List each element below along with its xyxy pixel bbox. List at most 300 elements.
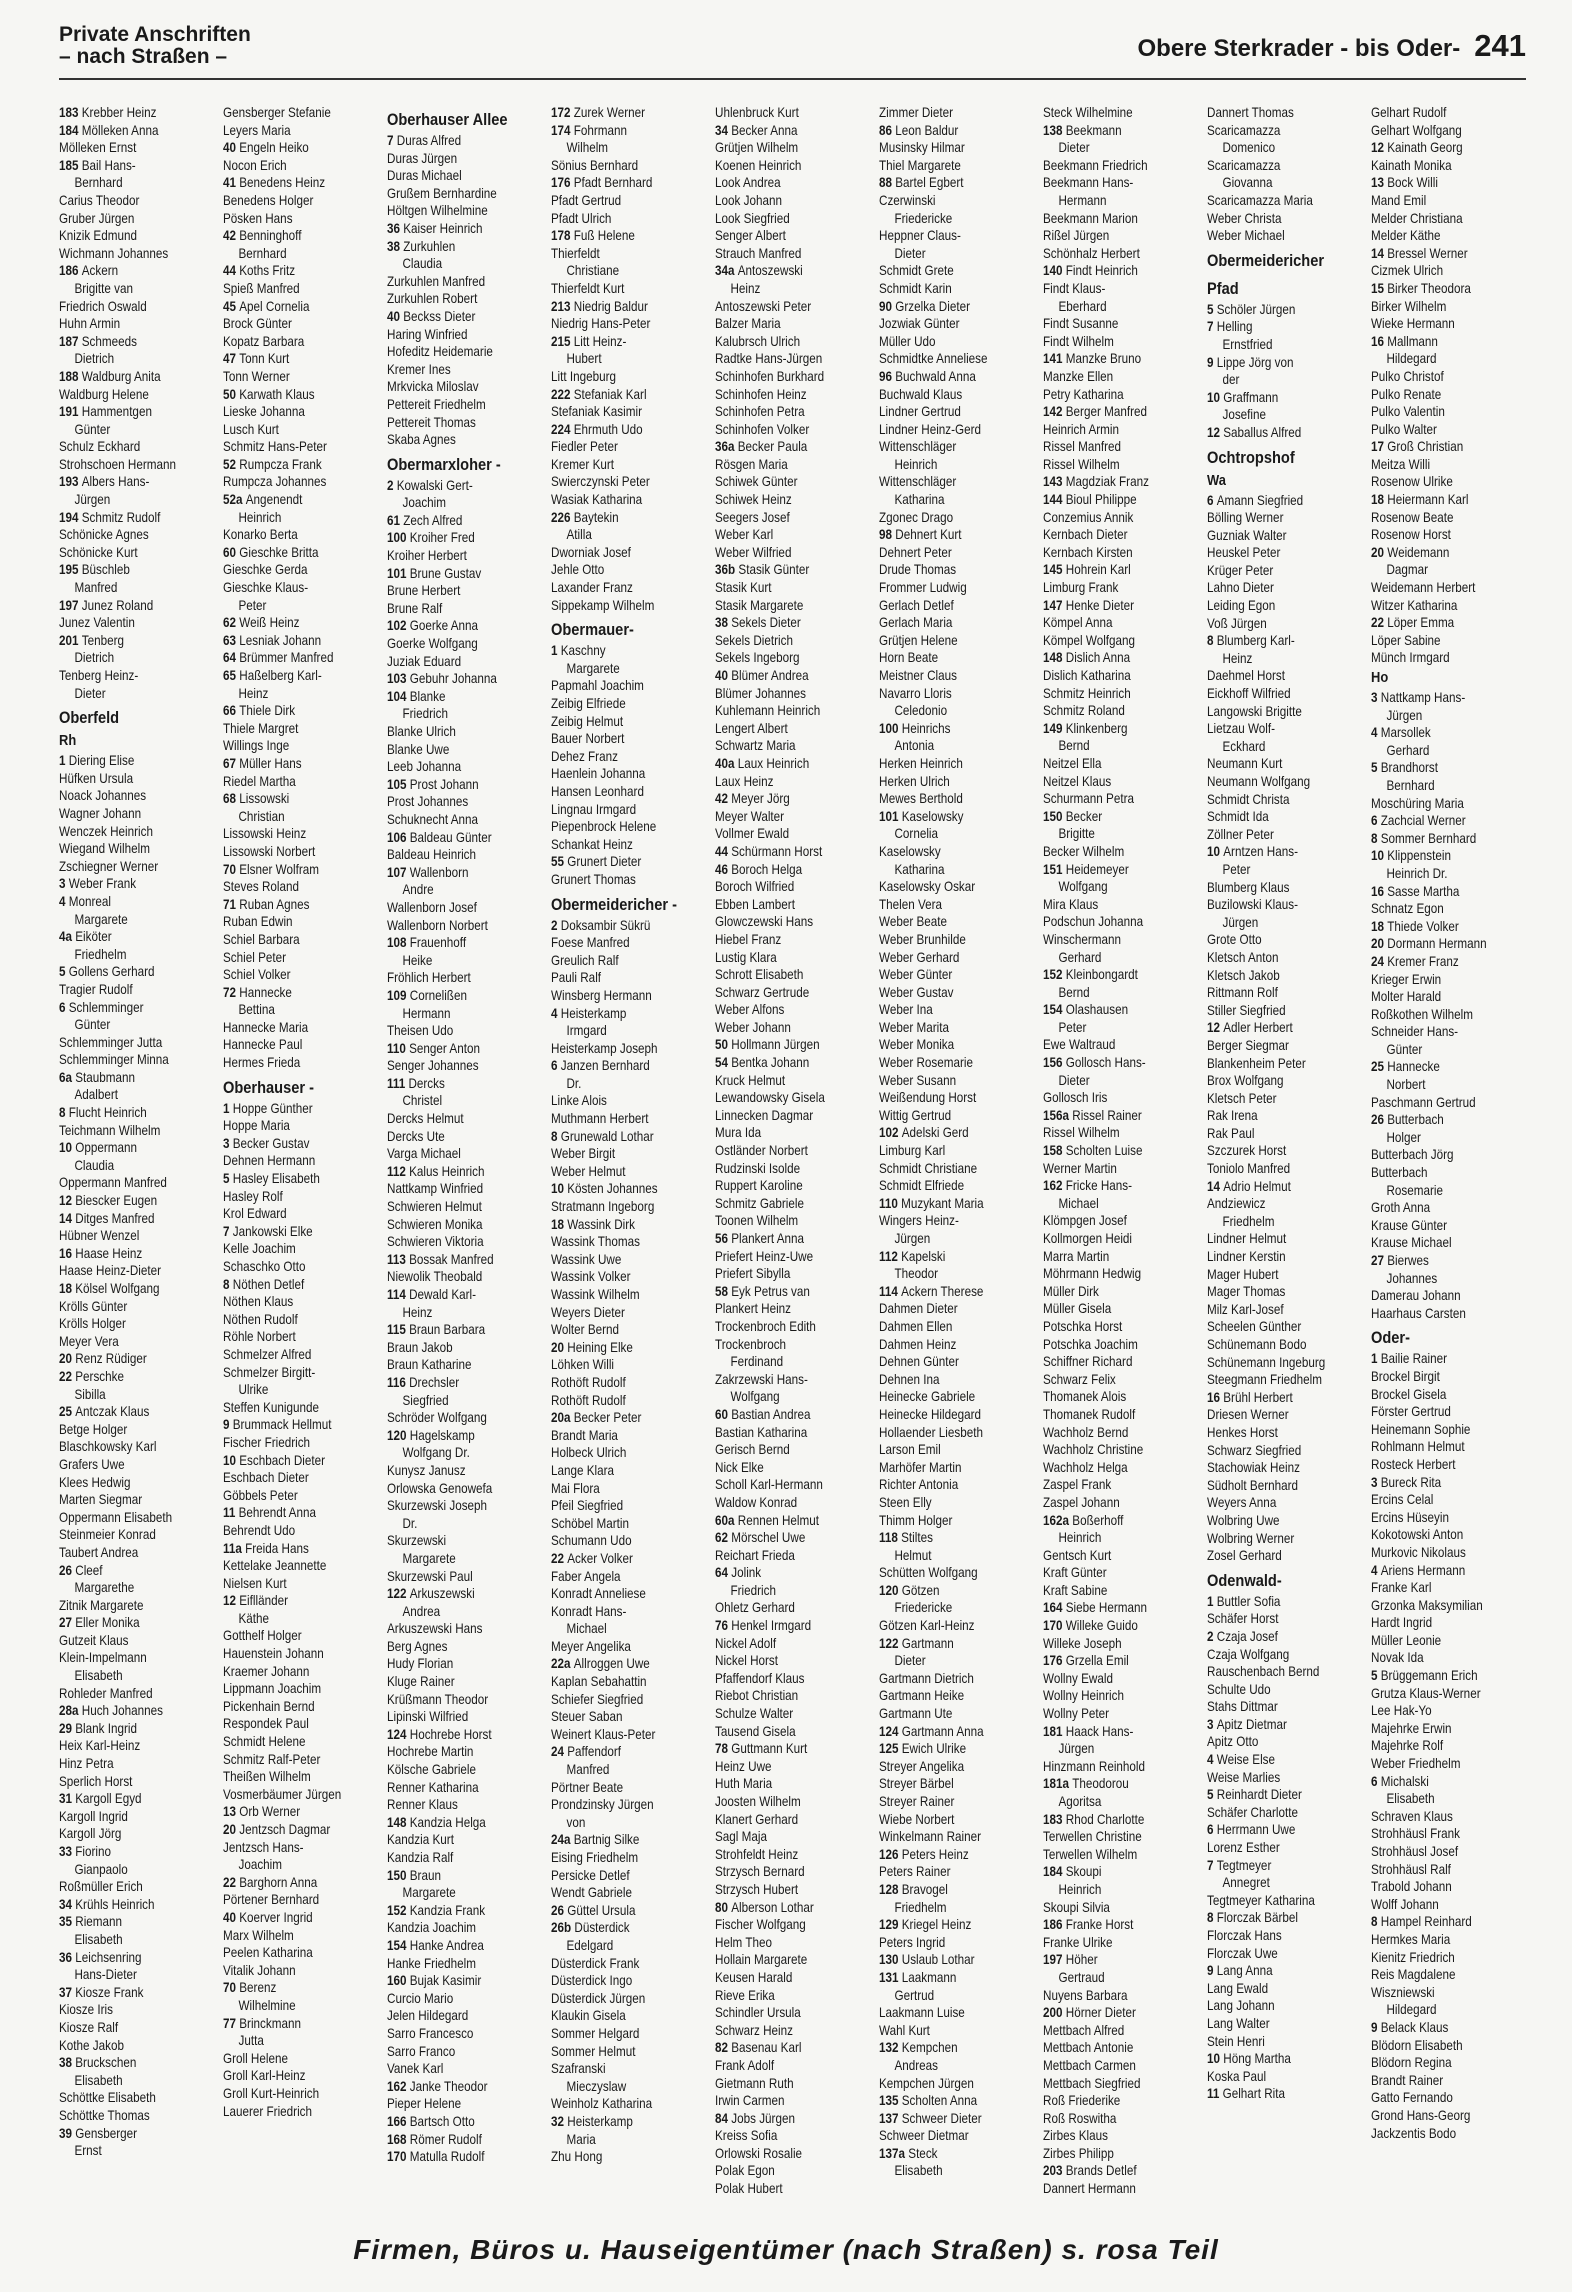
resident-entry: Heinz Uwe bbox=[715, 1758, 772, 1774]
resident-entry: Dercks Helmut bbox=[387, 1111, 464, 1127]
resident-entry: Czerwinski bbox=[879, 192, 936, 208]
resident-entry: Gruber Jürgen bbox=[59, 210, 135, 226]
resident-entry: Jelen Hildegard bbox=[387, 2008, 469, 2024]
resident-entry: Senger Johannes bbox=[387, 1058, 479, 1074]
house-number: 135 bbox=[879, 2093, 902, 2109]
resident-entry: 18 Heiermann Karl bbox=[1371, 492, 1469, 508]
resident-entry: Strohhäusl Ralf bbox=[1371, 1861, 1451, 1877]
resident-entry: Mettbach Alfred bbox=[1043, 2022, 1125, 2038]
house-number: 145 bbox=[1043, 562, 1066, 578]
resident-entry: Mai Flora bbox=[551, 1480, 600, 1496]
resident-entry: 162 Fricke Hans- bbox=[1043, 1178, 1133, 1194]
resident-entry: Linke Alois bbox=[551, 1093, 607, 1109]
resident-entry: Mettbach Carmen bbox=[1043, 2057, 1136, 2073]
resident-entry: 132 Kempchen bbox=[879, 2040, 958, 2056]
directory-column bbox=[59, 104, 221, 2160]
house-number: 6 bbox=[1207, 1822, 1217, 1838]
entry-continuation: Heinrich Dr. bbox=[1386, 865, 1448, 881]
resident-entry: Schiffner Richard bbox=[1043, 1354, 1133, 1370]
house-number: 102 bbox=[387, 618, 410, 634]
district-code: Ho bbox=[1371, 669, 1389, 686]
resident-entry: Nocon Erich bbox=[223, 157, 287, 173]
resident-entry: Frommer Ludwig bbox=[879, 580, 967, 596]
resident-entry: 11 Behrendt Anna bbox=[223, 1505, 316, 1521]
house-number: 35 bbox=[59, 1914, 76, 1930]
resident-entry: Plankert Heinz bbox=[715, 1301, 792, 1317]
house-number: 10 bbox=[1207, 2051, 1224, 2067]
page-number: 241 bbox=[1474, 28, 1526, 63]
resident-entry: 1 Bailie Rainer bbox=[1371, 1351, 1448, 1367]
resident-entry: 46 Boroch Helga bbox=[715, 861, 803, 877]
resident-entry: Lengert Albert bbox=[715, 720, 788, 736]
house-number: 4 bbox=[1371, 725, 1381, 741]
resident-entry: Schiel Peter bbox=[223, 949, 287, 965]
resident-entry: 164 Siebe Hermann bbox=[1043, 1600, 1147, 1616]
resident-entry: Kelle Joachim bbox=[223, 1241, 296, 1257]
resident-entry: Hüfken Ursula bbox=[59, 770, 134, 786]
resident-entry: Braun Katharine bbox=[387, 1357, 472, 1373]
resident-entry: 6 Amann Siegfried bbox=[1207, 492, 1304, 508]
house-number: 10 bbox=[223, 1452, 240, 1468]
house-number: 61 bbox=[387, 512, 404, 528]
resident-entry: 40 Koerver Ingrid bbox=[223, 1909, 313, 1925]
entry-continuation: Claudia bbox=[74, 1157, 115, 1173]
house-number: 224 bbox=[551, 421, 574, 437]
resident-entry: 6 Janzen Bernhard bbox=[551, 1058, 650, 1074]
resident-entry: Wachholz Bernd bbox=[1043, 1424, 1129, 1440]
resident-entry: 20 Weidemann bbox=[1371, 544, 1450, 560]
resident-entry: Wollny Ewald bbox=[1043, 1670, 1113, 1686]
entry-continuation: Ernstfried bbox=[1222, 336, 1273, 352]
resident-entry: 20 Renz Rüdiger bbox=[59, 1351, 147, 1367]
entry-continuation: Maria bbox=[566, 2131, 596, 2147]
resident-entry: Schmitz Roland bbox=[1043, 703, 1125, 719]
resident-entry: Duras Jürgen bbox=[387, 150, 458, 166]
resident-entry: 63 Lesniak Johann bbox=[223, 632, 322, 648]
resident-entry: Groll Helene bbox=[223, 2050, 288, 2066]
house-number: 26 bbox=[551, 1902, 568, 1918]
resident-entry: Weber Gustav bbox=[879, 984, 954, 1000]
resident-entry: Schrott Elisabeth bbox=[715, 967, 804, 983]
resident-entry: Noack Johannes bbox=[59, 788, 147, 804]
house-number: 160 bbox=[387, 1973, 410, 1989]
resident-entry: 62 Mörschel Uwe bbox=[715, 1530, 806, 1546]
resident-entry: Groth Anna bbox=[1371, 1200, 1431, 1216]
resident-entry: Brock Günter bbox=[223, 316, 292, 332]
entry-continuation: Gerhard bbox=[1058, 949, 1102, 965]
resident-entry: 10 Graffmann bbox=[1207, 389, 1279, 405]
resident-entry: 16 Haase Heinz bbox=[59, 1245, 143, 1261]
resident-entry: Huhn Armin bbox=[59, 316, 121, 332]
resident-entry: Witzer Katharina bbox=[1371, 597, 1458, 613]
resident-entry: Manzke Ellen bbox=[1043, 368, 1114, 384]
resident-entry: 90 Grzelka Dieter bbox=[879, 298, 970, 314]
resident-entry: 137 Schweer Dieter bbox=[879, 2110, 982, 2126]
resident-entry: Schiwek Heinz bbox=[715, 492, 792, 508]
resident-entry: Fiedler Peter bbox=[551, 439, 618, 455]
resident-entry: Lang Ewald bbox=[1207, 1980, 1269, 1996]
resident-entry: Kandzia Ralf bbox=[387, 1850, 454, 1865]
resident-entry: 114 Dewald Karl- bbox=[387, 1287, 477, 1302]
resident-entry: 37 Kiosze Frank bbox=[59, 1984, 144, 2000]
resident-entry: Schuknecht Anna bbox=[387, 811, 478, 827]
house-number: 150 bbox=[1043, 808, 1066, 824]
house-number: 8 bbox=[1371, 830, 1381, 846]
resident-entry: Brockel Birgit bbox=[1371, 1368, 1440, 1384]
resident-entry: Pettereit Thomas bbox=[387, 414, 476, 430]
resident-entry: Gelhart Rudolf bbox=[1371, 105, 1447, 120]
resident-entry: Schünemann Bodo bbox=[1207, 1337, 1307, 1352]
house-number: 16 bbox=[1371, 883, 1388, 899]
resident-entry: 122 Arkuszewski bbox=[387, 1586, 475, 1602]
entry-continuation: Siegfried bbox=[402, 1392, 449, 1408]
street-heading: Pfad bbox=[1207, 278, 1239, 298]
house-number: 101 bbox=[879, 808, 902, 824]
resident-entry: Roß Roswitha bbox=[1043, 2110, 1117, 2126]
resident-entry: 2 Kowalski Gert- bbox=[387, 477, 473, 493]
resident-entry: Weber Brunhilde bbox=[879, 931, 966, 947]
entry-continuation: Gertraud bbox=[1058, 1969, 1105, 1985]
resident-entry: Müller Leonie bbox=[1371, 1632, 1442, 1648]
resident-entry: 1 Kaschny bbox=[551, 643, 606, 659]
resident-entry: 9 Lippe Jörg von bbox=[1207, 354, 1294, 370]
resident-entry: Rösgen Maria bbox=[715, 456, 788, 472]
resident-entry: Becker Wilhelm bbox=[1043, 843, 1125, 859]
resident-entry: Werner Martin bbox=[1043, 1160, 1117, 1176]
resident-entry: Schmidt Helene bbox=[223, 1734, 306, 1750]
house-number: 62 bbox=[223, 615, 240, 631]
entry-continuation: Dieter bbox=[74, 685, 106, 701]
resident-entry: 185 Bail Hans- bbox=[59, 157, 136, 173]
resident-entry: 20 Jentzsch Dagmar bbox=[223, 1822, 331, 1837]
resident-entry: 7 Duras Alfred bbox=[387, 133, 462, 148]
house-number: 25 bbox=[59, 1404, 76, 1420]
resident-entry: 194 Schmitz Rudolf bbox=[59, 509, 161, 525]
house-number: 151 bbox=[1043, 861, 1066, 877]
resident-entry: 88 Bartel Egbert bbox=[879, 175, 964, 191]
resident-entry: Balzer Maria bbox=[715, 316, 781, 332]
house-number: 36 bbox=[59, 1949, 76, 1965]
resident-entry: Apitz Otto bbox=[1207, 1734, 1259, 1750]
resident-entry: Mura Ida bbox=[715, 1125, 762, 1141]
entry-continuation: Sibilla bbox=[74, 1386, 106, 1402]
house-number: 126 bbox=[879, 1846, 902, 1862]
resident-entry: Pfadt Ulrich bbox=[551, 210, 612, 226]
resident-entry: 34 Krühls Heinrich bbox=[59, 1896, 155, 1912]
resident-entry: Stahs Dittmar bbox=[1207, 1699, 1278, 1715]
house-number: 26 bbox=[1371, 1112, 1388, 1128]
resident-entry: Kettelake Jeannette bbox=[223, 1558, 327, 1574]
resident-entry: Baldeau Heinrich bbox=[387, 847, 477, 863]
resident-entry: Braun Jakob bbox=[387, 1339, 453, 1355]
directory-column bbox=[1043, 104, 1205, 2198]
entry-continuation: Antonia bbox=[894, 738, 935, 754]
resident-entry: Priefert Sibylla bbox=[715, 1266, 791, 1282]
resident-entry: Roßkothen Wilhelm bbox=[1371, 1006, 1474, 1022]
resident-entry: Wasiak Katharina bbox=[551, 492, 643, 508]
resident-entry: Thierfeldt Kurt bbox=[551, 280, 625, 296]
resident-entry: Strohhäusl Frank bbox=[1371, 1826, 1461, 1842]
entry-continuation: Jutta bbox=[238, 2033, 264, 2049]
resident-entry: Knizik Edmund bbox=[59, 228, 137, 244]
page-footer-note: Firmen, Büros u. Hauseigentümer (nach Straßen) s. rosa Teil bbox=[353, 2234, 1219, 2265]
resident-entry: Krause Michael bbox=[1371, 1235, 1452, 1251]
house-number: 185 bbox=[59, 157, 82, 173]
resident-entry: Dehnen Ina bbox=[879, 1371, 940, 1387]
resident-entry: Irwin Carmen bbox=[715, 2093, 785, 2109]
resident-entry: Weber Ina bbox=[879, 1002, 933, 1018]
resident-entry: Schinhofen Heinz bbox=[715, 386, 807, 402]
resident-entry: 58 Eyk Petrus van bbox=[715, 1283, 810, 1299]
resident-entry: Pettereit Friedhelm bbox=[387, 396, 486, 412]
entry-continuation: Domenico bbox=[1222, 140, 1276, 156]
resident-entry: 138 Beekmann bbox=[1043, 122, 1122, 138]
resident-entry: Mager Thomas bbox=[1207, 1284, 1286, 1300]
house-number: 213 bbox=[551, 298, 574, 314]
resident-entry: Helm Theo bbox=[715, 1934, 772, 1950]
house-number: 46 bbox=[715, 861, 732, 877]
resident-entry: 34a Antoszewski bbox=[715, 263, 803, 279]
house-number: 149 bbox=[1043, 720, 1066, 736]
resident-entry: Weber Susann bbox=[879, 1072, 957, 1088]
resident-entry: Kluge Rainer bbox=[387, 1674, 455, 1690]
resident-entry: Peelen Katharina bbox=[223, 1945, 313, 1961]
resident-entry: 6 Zachcial Werner bbox=[1371, 813, 1466, 829]
resident-entry: Marhöfer Martin bbox=[879, 1459, 962, 1475]
resident-entry: Steffen Kunigunde bbox=[223, 1399, 319, 1415]
resident-entry: Wolff Johann bbox=[1371, 1896, 1439, 1912]
resident-entry: 107 Wallenborn bbox=[387, 864, 469, 880]
house-number: 102 bbox=[879, 1125, 902, 1141]
resident-entry: Kiosze Ralf bbox=[59, 2019, 119, 2035]
house-number: 103 bbox=[387, 671, 410, 687]
resident-entry: Weber Gerhard bbox=[879, 949, 960, 965]
resident-entry: Grütjen Wilhelm bbox=[715, 140, 799, 156]
resident-entry: Blumberg Klaus bbox=[1207, 879, 1290, 895]
resident-entry: Grunert Thomas bbox=[551, 871, 636, 887]
resident-entry: Krölls Holger bbox=[59, 1316, 126, 1332]
resident-entry: Klaukin Gisela bbox=[551, 2008, 626, 2024]
resident-entry: Radtke Hans-Jürgen bbox=[715, 351, 823, 367]
house-number: 70 bbox=[223, 1980, 240, 1996]
resident-entry: Greulich Ralf bbox=[551, 952, 619, 968]
resident-entry: Buzilowski Klaus- bbox=[1207, 897, 1298, 913]
resident-entry: Laux Heinz bbox=[715, 773, 774, 789]
resident-entry: Look Andrea bbox=[715, 175, 781, 191]
resident-entry: Kraft Sabine bbox=[1043, 1582, 1108, 1598]
house-number: 118 bbox=[879, 1530, 902, 1546]
house-number: 67 bbox=[223, 755, 240, 771]
house-number: 10 bbox=[1207, 844, 1224, 860]
resident-entry: Krüger Peter bbox=[1207, 562, 1274, 578]
house-number: 137 bbox=[879, 2110, 902, 2126]
house-number: 197 bbox=[1043, 1952, 1066, 1968]
resident-entry: Drude Thomas bbox=[879, 562, 957, 578]
resident-entry: 18 Kölsel Wolfgang bbox=[59, 1281, 160, 1296]
entry-continuation: Andrea bbox=[402, 1603, 441, 1619]
resident-entry: Hübner Wenzel bbox=[59, 1228, 140, 1244]
resident-entry: Zaspel Frank bbox=[1043, 1477, 1112, 1493]
house-number: 38 bbox=[715, 615, 732, 631]
resident-entry: Kruck Helmut bbox=[715, 1072, 786, 1088]
house-number: 34 bbox=[715, 122, 732, 138]
house-number: 109 bbox=[387, 987, 410, 1003]
resident-entry: Konradt Hans- bbox=[551, 1603, 627, 1619]
resident-entry: Gartmann Heike bbox=[879, 1688, 965, 1704]
directory-column bbox=[551, 104, 713, 2166]
resident-entry: 8 Flucht Heinrich bbox=[59, 1105, 147, 1121]
resident-entry: Rohleder Manfred bbox=[59, 1685, 153, 1701]
resident-entry: Schmitz Heinrich bbox=[1043, 685, 1131, 701]
house-number: 9 bbox=[223, 1417, 233, 1433]
resident-entry: 14 Bressel Werner bbox=[1371, 245, 1468, 261]
resident-entry: 122 Gartmann bbox=[879, 1635, 954, 1651]
resident-entry: Neitzel Ella bbox=[1043, 755, 1102, 771]
resident-entry: 27 Eller Monika bbox=[59, 1615, 140, 1631]
resident-entry: Neumann Kurt bbox=[1207, 756, 1283, 772]
entry-continuation: Hubert bbox=[566, 351, 602, 367]
resident-entry: Streyer Bärbel bbox=[879, 1776, 954, 1792]
resident-entry: Schmitz Gabriele bbox=[715, 1195, 805, 1211]
resident-entry: Heppner Claus- bbox=[879, 228, 961, 244]
resident-entry: Hauenstein Johann bbox=[223, 1646, 324, 1662]
resident-entry: 38 Zurkuhlen bbox=[387, 238, 456, 254]
entry-continuation: Heinz bbox=[730, 280, 761, 296]
resident-entry: 184 Skoupi bbox=[1043, 1864, 1102, 1880]
resident-entry: Hinz Petra bbox=[59, 1756, 114, 1772]
resident-entry: Strohschoen Hermann bbox=[59, 456, 176, 472]
resident-entry: Strzysch Hubert bbox=[715, 1881, 799, 1897]
resident-entry: 129 Kriegel Heinz bbox=[879, 1917, 972, 1933]
resident-entry: Dislich Katharina bbox=[1043, 668, 1131, 683]
resident-entry: Schiefer Siegfried bbox=[551, 1691, 644, 1707]
house-number: 176 bbox=[551, 175, 574, 191]
resident-entry: Hardt Ingrid bbox=[1371, 1615, 1433, 1631]
resident-entry: 72 Hannecke bbox=[223, 984, 292, 1000]
resident-entry: Konradt Anneliese bbox=[551, 1586, 646, 1602]
resident-entry: Stasik Margarete bbox=[715, 597, 804, 613]
entry-continuation: Margarete bbox=[566, 660, 620, 676]
house-number: 58 bbox=[715, 1283, 732, 1299]
resident-entry: Zeibig Elfriede bbox=[551, 696, 626, 711]
house-number: 9 bbox=[1371, 2019, 1381, 2035]
resident-entry: Voß Jürgen bbox=[1207, 615, 1267, 631]
resident-entry: Grafers Uwe bbox=[59, 1456, 125, 1472]
resident-entry: Heinrich Armin bbox=[1043, 421, 1120, 437]
resident-entry: Ohletz Gerhard bbox=[715, 1600, 795, 1616]
house-number: 28a bbox=[59, 1703, 82, 1719]
resident-entry: 6a Staubmann bbox=[59, 1069, 136, 1085]
directory-column bbox=[879, 104, 1041, 2180]
entry-continuation: Margarete bbox=[74, 911, 128, 927]
resident-entry: Leyers Maria bbox=[223, 122, 291, 138]
entry-continuation: Irmgard bbox=[566, 1023, 607, 1039]
resident-entry: Blankenheim Peter bbox=[1207, 1055, 1306, 1071]
resident-entry: 4 Heisterkamp bbox=[551, 1005, 627, 1021]
resident-entry: Koska Paul bbox=[1207, 2068, 1267, 2084]
house-number: 20 bbox=[223, 1822, 240, 1837]
resident-entry: Götzen Karl-Heinz bbox=[879, 1618, 975, 1634]
resident-entry: 12 Adler Herbert bbox=[1207, 1020, 1293, 1036]
resident-entry: Weber Helmut bbox=[551, 1163, 626, 1179]
resident-entry: 224 Ehrmuth Udo bbox=[551, 421, 643, 437]
house-number: 195 bbox=[59, 562, 82, 578]
resident-entry: 222 Stefaniak Karl bbox=[551, 386, 647, 402]
resident-entry: Brandt Maria bbox=[551, 1427, 618, 1443]
resident-entry: Kölsche Gabriele bbox=[387, 1762, 477, 1778]
entry-continuation: Wolfgang Dr. bbox=[402, 1445, 470, 1461]
resident-entry: 191 Hammentgen bbox=[59, 404, 152, 420]
resident-entry: Szczurek Horst bbox=[1207, 1143, 1287, 1159]
resident-entry: 24 Paffendorf bbox=[551, 1744, 621, 1760]
resident-entry: 71 Ruban Agnes bbox=[223, 896, 310, 912]
resident-entry: 12 Saballus Alfred bbox=[1207, 424, 1302, 440]
entry-continuation: Heinrich bbox=[238, 509, 282, 525]
resident-entry: Boroch Wilfried bbox=[715, 879, 795, 895]
resident-entry: Schöttke Thomas bbox=[59, 2107, 150, 2123]
resident-entry: Lippmann Joachim bbox=[223, 1681, 322, 1697]
resident-entry: Pickenhain Bernd bbox=[223, 1698, 315, 1714]
resident-entry: 109 Cornelißen bbox=[387, 987, 467, 1003]
resident-entry: 4a Eiköter bbox=[59, 929, 112, 945]
entry-continuation: Michael bbox=[1058, 1195, 1099, 1211]
resident-entry: Steinmeier Konrad bbox=[59, 1527, 156, 1543]
resident-entry: Schmidt Christa bbox=[1207, 791, 1290, 807]
resident-entry: 40 Engeln Heiko bbox=[223, 140, 309, 156]
resident-entry: Podschun Johanna bbox=[1043, 914, 1144, 930]
resident-entry: 8 Blumberg Karl- bbox=[1207, 633, 1295, 649]
resident-entry: Teichmann Wilhelm bbox=[59, 1122, 161, 1138]
resident-entry: 3 Nattkamp Hans- bbox=[1371, 690, 1466, 705]
resident-entry: 105 Prost Johann bbox=[387, 776, 479, 792]
resident-entry: Lauerer Friedrich bbox=[223, 2103, 313, 2119]
resident-entry: Schünemann Ingeburg bbox=[1207, 1354, 1326, 1370]
street-heading: Oberfeld bbox=[59, 708, 120, 728]
resident-entry: Rauschenbach Bernd bbox=[1207, 1664, 1320, 1680]
resident-entry: Weyers Dieter bbox=[551, 1304, 625, 1320]
house-number: 158 bbox=[1043, 1143, 1066, 1159]
entry-continuation: Jürgen bbox=[1386, 707, 1423, 723]
resident-entry: Sagl Maja bbox=[715, 1829, 767, 1845]
house-number: 6 bbox=[1207, 492, 1217, 508]
resident-entry: 8 Florczak Bärbel bbox=[1207, 1910, 1298, 1926]
entry-continuation: Elisabeth bbox=[74, 1668, 123, 1684]
house-number: 22 bbox=[59, 1368, 76, 1384]
house-number: 96 bbox=[879, 368, 896, 384]
resident-entry: Hollain Margarete bbox=[715, 1952, 808, 1968]
resident-entry: 20 Dormann Hermann bbox=[1371, 936, 1487, 952]
resident-entry: Behrendt Udo bbox=[223, 1522, 296, 1538]
resident-entry: Gietmann Ruth bbox=[715, 2075, 794, 2091]
resident-entry: 64 Jolink bbox=[715, 1565, 762, 1581]
resident-entry: Schöttke Elisabeth bbox=[59, 2090, 156, 2106]
resident-entry: Toonen Wilhelm bbox=[715, 1213, 799, 1229]
house-number: 114 bbox=[879, 1283, 902, 1299]
resident-entry: Schwarz Heinz bbox=[715, 2022, 793, 2038]
resident-entry: Oppermann Manfred bbox=[59, 1175, 167, 1191]
resident-entry: 100 Heinrichs bbox=[879, 720, 951, 736]
resident-entry: 66 Thiele Dirk bbox=[223, 703, 296, 719]
house-number: 10 bbox=[551, 1181, 568, 1197]
house-number: 50 bbox=[715, 1037, 732, 1053]
house-number: 162 bbox=[1043, 1178, 1066, 1194]
directory-column bbox=[1207, 104, 1369, 2103]
resident-entry: Bölling Werner bbox=[1207, 510, 1284, 526]
resident-entry: Butterbach Jörg bbox=[1371, 1147, 1454, 1163]
resident-entry: Meyer Vera bbox=[59, 1333, 119, 1349]
resident-entry: Hiebel Franz bbox=[715, 931, 782, 947]
resident-entry: Kroiher Herbert bbox=[387, 548, 467, 564]
